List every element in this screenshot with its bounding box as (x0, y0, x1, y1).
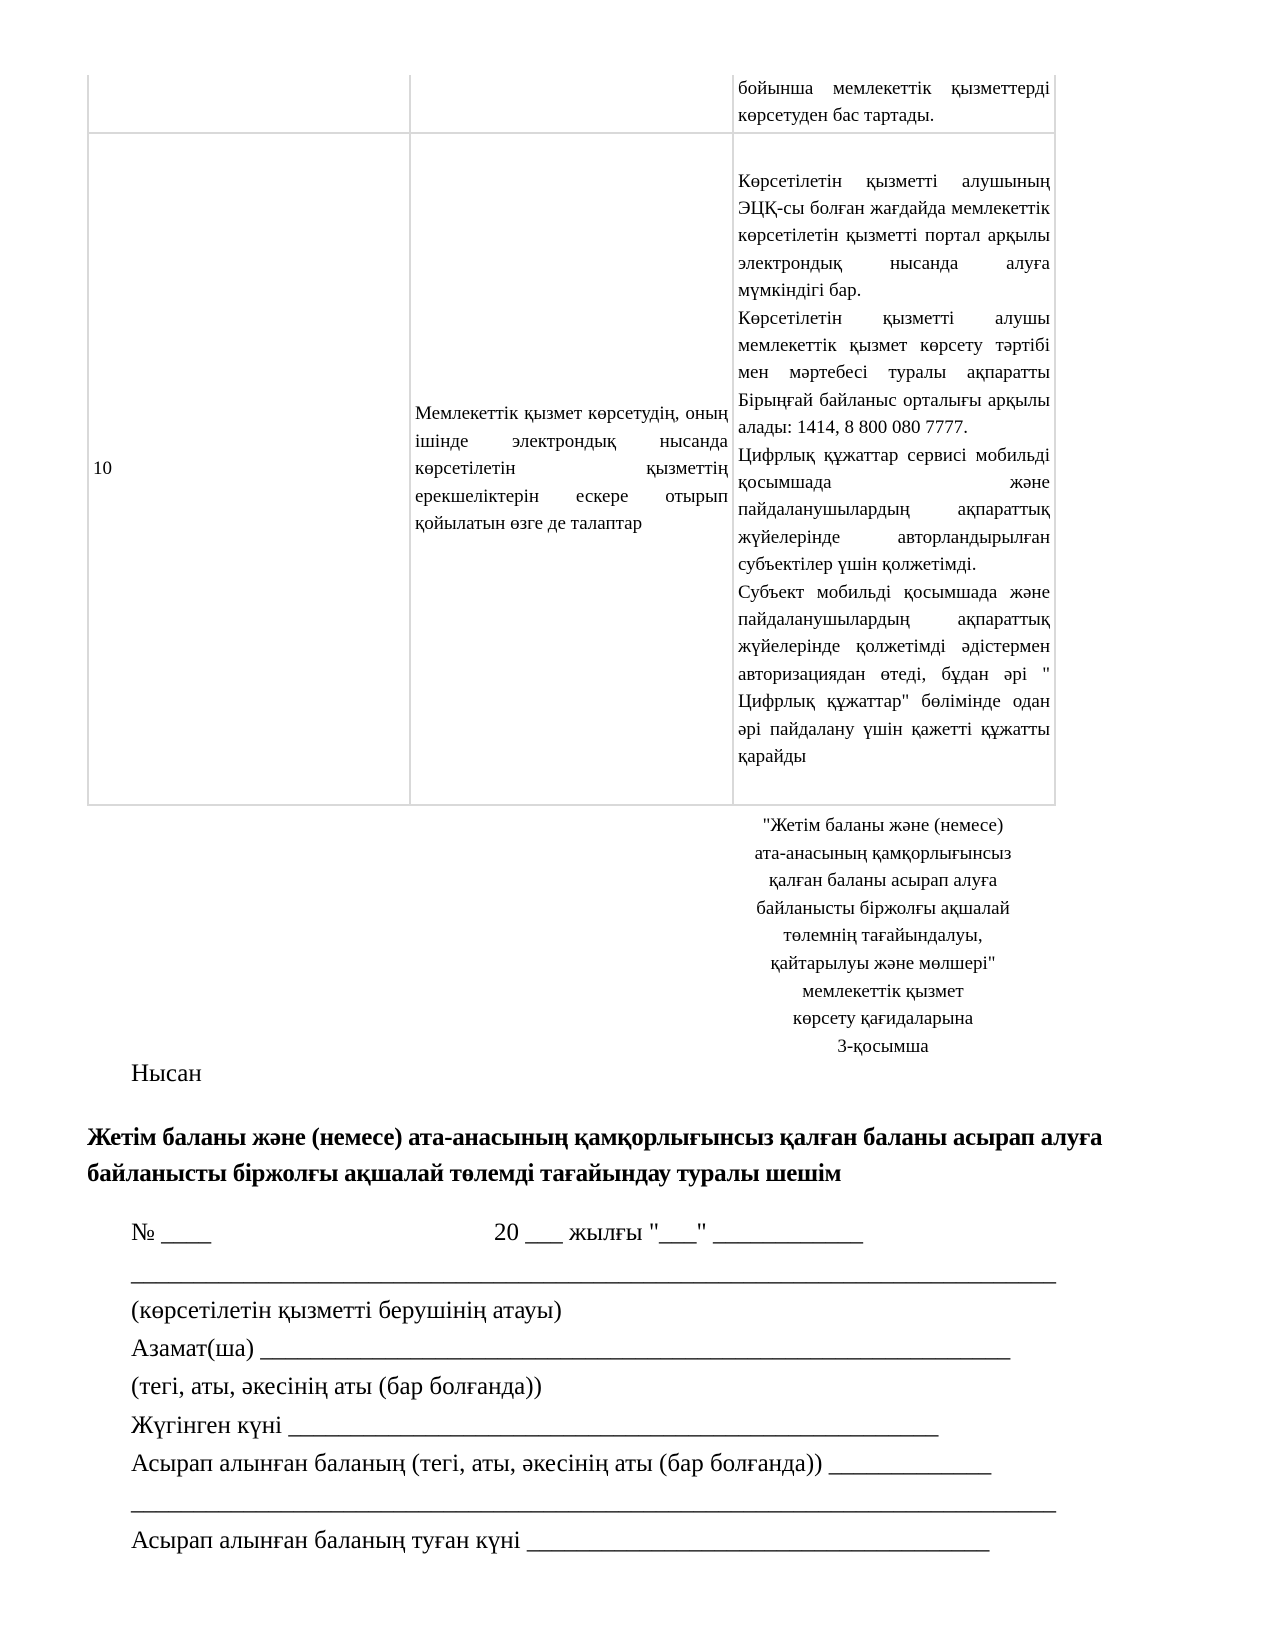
appendix-line: 3-қосымша (837, 1035, 929, 1057)
adopted-child-name-continuation[interactable]: __________________________________________________________________________ (131, 1488, 1056, 1515)
decision-date-field[interactable]: 20 ___ жылғы "___" ____________ (494, 1219, 864, 1246)
application-date-field[interactable]: Жүгінген күні ____________________________________________________ (131, 1412, 939, 1439)
provider-name-caption: (көрсетілетін қызметті берушінің атауы) (131, 1297, 562, 1324)
citizen-name-caption: (тегі, аты, әкесінің аты (бар болғанда)) (131, 1373, 542, 1400)
appendix-line: қалған баланы асырап алуға (768, 870, 998, 892)
appendix-line: байланысты біржолғы ақшалай (756, 897, 1010, 919)
appendix-line: қайтарылуы және мөлшері" (770, 952, 996, 974)
appendix-line: төлемнің тағайындалуы, (783, 925, 983, 947)
document-title (87, 1120, 1187, 1192)
provider-name-field[interactable]: __________________________________________________________________________ (131, 1259, 1056, 1286)
cell-description (733, 133, 1055, 805)
appendix-line: "Жетім баланы және (немесе) (762, 815, 1004, 836)
table-row-10 (88, 133, 1055, 805)
adopted-child-birthdate-field[interactable]: Асырап алынған баланың туған күні _____________________________________ (131, 1527, 990, 1554)
adopted-child-name-field[interactable]: Асырап алынған баланың (тегі, аты, әкесінің аты (бар болғанда)) _____________ (131, 1450, 992, 1477)
cell-requirement: Мемлекеттік қызмет көрсетудің, оның ішінде электрондық нысанда көрсетілетін қызметтің ерекшеліктерін ескере отырып қойылатын өзге де талаптар (410, 133, 733, 805)
cell-row-number: 10 (88, 133, 410, 805)
form-label: Нысан (131, 1060, 202, 1087)
appendix-reference (728, 812, 1038, 1060)
services-table (87, 75, 1056, 806)
appendix-line: мемлекеттік қызмет (802, 980, 964, 1002)
decision-number-field[interactable]: № ____ (131, 1219, 212, 1246)
cell-requirement-empty (410, 75, 733, 133)
description-paragraph: Көрсетілетін қызметті алушы мемлекеттік қызмет көрсету тәртібі мен мәртебесі туралы ақпаратты Бірыңғай байланыс орталығы арқылы алады: 1414, 8 800 080 7777. (738, 307, 1050, 439)
description-paragraph: Көрсетілетін қызметті алушының ЭЦҚ-сы болған жағдайда мемлекеттік көрсетілетін қызметті портал арқылы электрондық нысанда алуға мүмкіндігі бар. (738, 170, 1050, 302)
description-paragraph: Цифрлық құжаттар сервисі мобильді қосымшада және пайдаланушылардың ақпараттық жүйелерінде авторландырылған субъектілер үшін қолжетімді. (738, 444, 1050, 576)
description-paragraph: Субъект мобильді қосымшада және пайдаланушылардың ақпараттық жүйелерінде қолжетімді әдістермен авторизациядан өтеді, бұдан әрі " Цифрлық құжаттар" бөлімінде одан әрі пайдалану үшін қажетті құжатты қарайды (738, 581, 1050, 768)
cell-number-empty (88, 75, 410, 133)
document-title-line: байланысты біржолғы ақшалай төлемді тағайындау туралы шешім (87, 1160, 842, 1187)
appendix-line: ата-анасының қамқорлығынсыз (754, 842, 1012, 864)
citizen-name-field[interactable]: Азамат(ша) ____________________________________________________________ (131, 1335, 1011, 1362)
document-title-line: Жетім баланы және (немесе) ата-анасының қамқорлығынсыз қалған баланы асырап алуға (87, 1124, 1103, 1151)
appendix-line: көрсету қағидаларына (792, 1008, 974, 1030)
table-row-continued (88, 75, 1055, 133)
cell-description-continued: бойынша мемлекеттік қызметтерді көрсетуден бас тартады. (733, 75, 1055, 133)
